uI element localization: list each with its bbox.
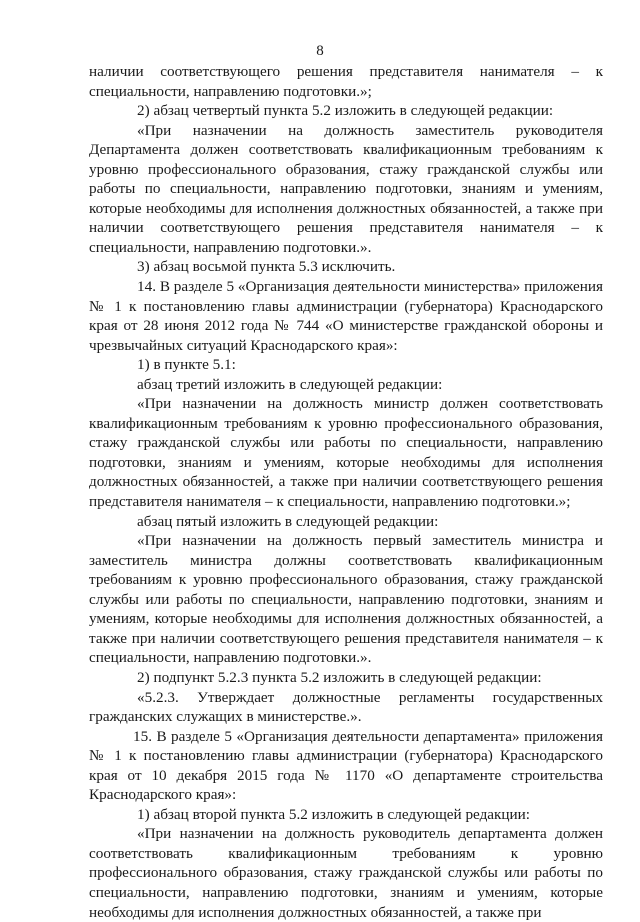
paragraph: 14. В разделе 5 «Организация деятельности министерства» приложения № 1 к постановлению главы администрации (губернатора) Краснодарского края от 28 июня 2012 года № 744 «О министерстве гражданской обороны и чрезвычайных ситуаций Краснодарского края»: xyxy=(89,278,603,354)
paragraph: 3) абзац восьмой пункта 5.3 исключить. xyxy=(137,258,396,276)
paragraph: наличии соответствующего решения представителя нанимателя – к специальности, направлению подготовки.»; xyxy=(89,63,603,100)
paragraph: «5.2.3. Утверждает должностные регламенты государственных гражданских служащих в министерстве.». xyxy=(89,688,603,726)
paragraph: абзац пятый изложить в следующей редакции: xyxy=(137,512,439,530)
paragraph: 1) в пункте 5.1: xyxy=(137,356,236,374)
paragraph: 2) подпункт 5.2.3 пункта 5.2 изложить в следующей редакции: xyxy=(137,668,542,686)
paragraph: абзац третий изложить в следующей редакции: xyxy=(137,375,443,393)
paragraph: 1) абзац второй пункта 5.2 изложить в следующей редакции: xyxy=(137,805,531,823)
paragraph: «При назначении на должность заместитель руководителя Департамента должен соответствовать квалификационным требованиям к уровню профессионального образования, стажу гражданской службы или работы по специальности, направлению подготовки, знаниям и умениям, которые необходимы для исполнения должностных обязанностей, а также при наличии соответствующего решения представителя нанимателя – к специальности, направлению подготовки.». xyxy=(89,121,603,256)
paragraph: 2) абзац четвертый пункта 5.2 изложить в следующей редакции: xyxy=(137,102,554,120)
paragraph: «При назначении на должность руководитель департамента должен соответствовать квалификационным требованиям к уровню профессионального образования, стажу гражданской службы или работы по специальности, направлению подготовки, знаниям и умениям, которые необходимы для исполнения должностных обязанностей, а также при xyxy=(89,825,603,921)
paragraph: «При назначении на должность министр должен соответствовать квалификационным требованиям к уровню профессионального образования, стажу гражданской службы или работы по специальности, направлению подготовки, знаниям и умениям, которые необходимы для исполнения должностных обязанностей, а также при наличии соответствующего решения представителя нанимателя – к специальности, направлению подготовки.»; xyxy=(89,395,603,511)
paragraph: «При назначении на должность первый заместитель министра и заместитель министра должны соответствовать квалификационным требованиям к уровню профессионального образования, стажу гражданской службы или работы по специальности, направлению подготовки, знаниям и умениям, которые необходимы для исполнения должностных обязанностей, а также при наличии соответствующего решения представителя нанимателя – к специальности, направлению подготовки.». xyxy=(89,532,603,667)
page-number: 8 xyxy=(316,43,324,59)
document-body xyxy=(89,62,603,922)
paragraph: 15. В разделе 5 «Организация деятельности департамента» приложения № 1 к постановлению главы администрации (губернатора) Краснодарского края от 10 декабря 2015 года № 1170 «О департаменте строительства Краснодарского края»: xyxy=(89,727,603,804)
